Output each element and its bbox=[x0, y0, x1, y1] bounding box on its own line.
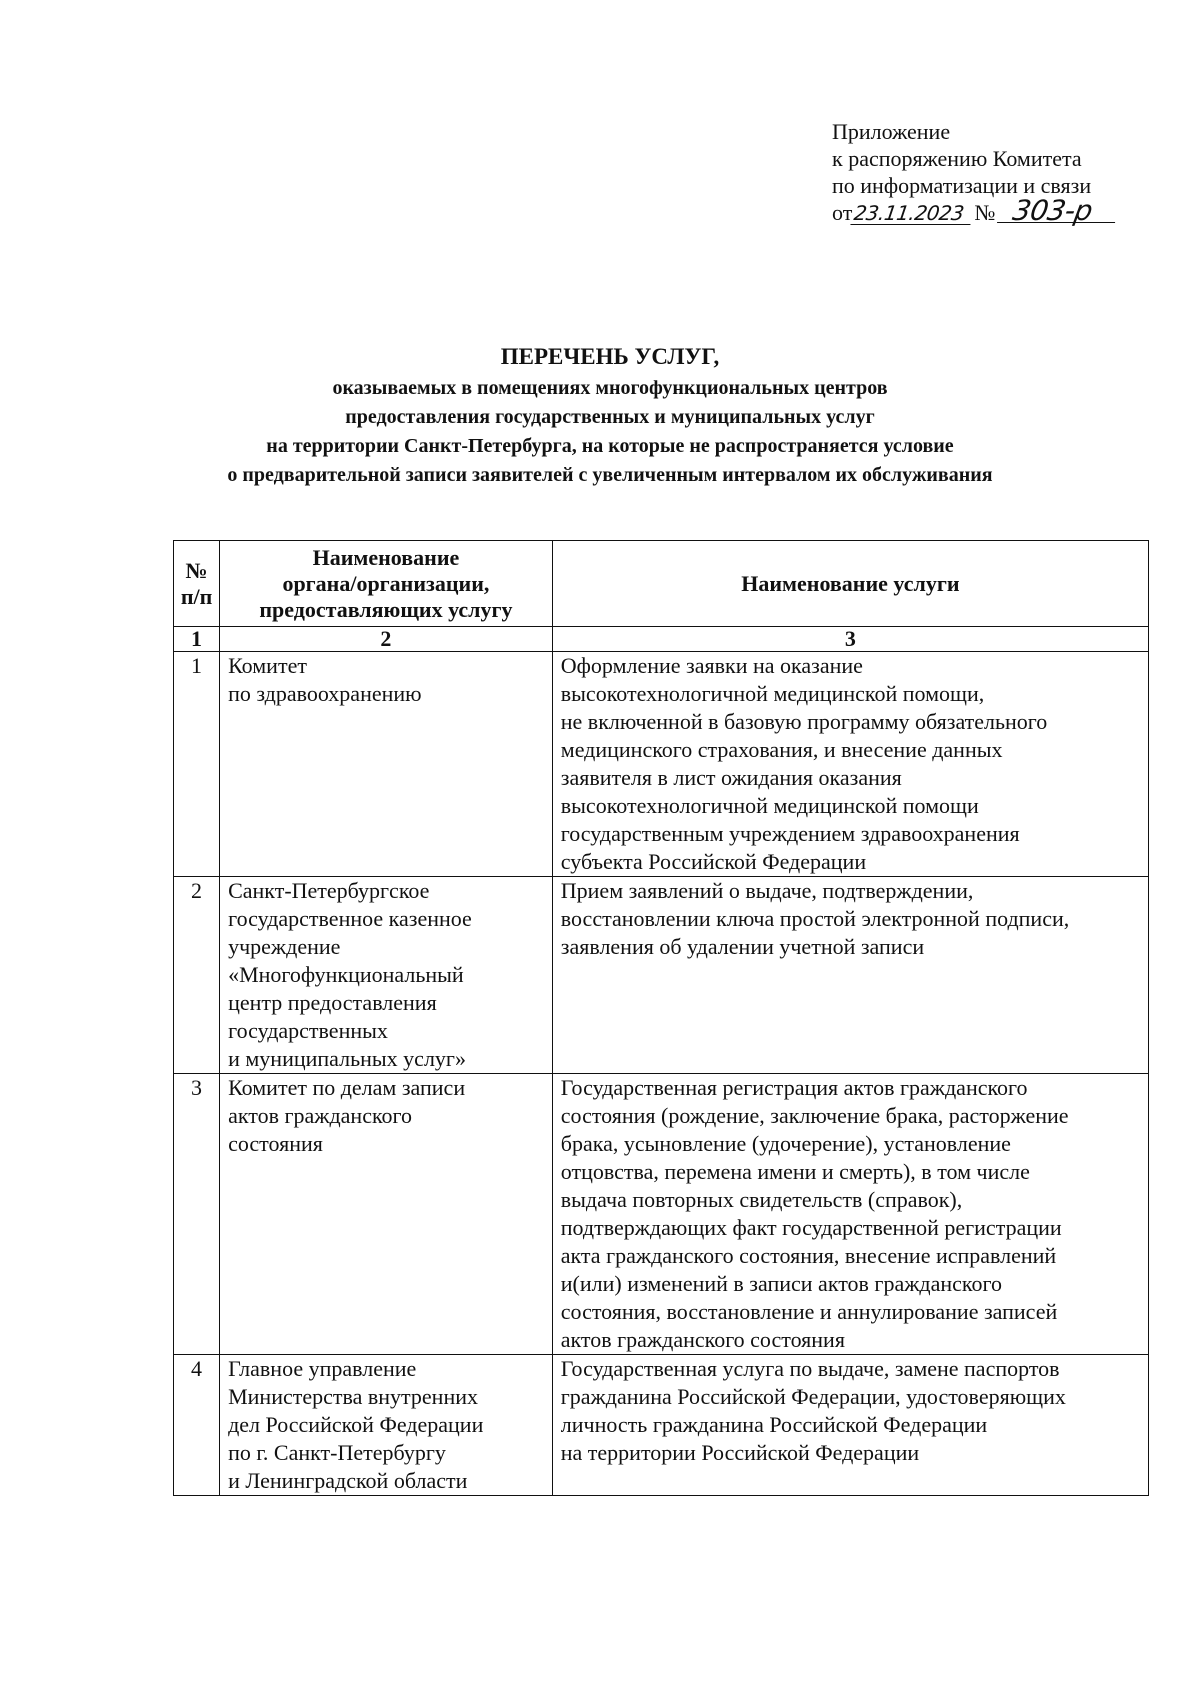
header-organization: Наименование органа/организации, предоставляющих услугу bbox=[220, 541, 553, 627]
appendix-date-number-line bbox=[832, 194, 1172, 227]
title-line-3: на территории Санкт-Петербурга, на которые не распространяется условие bbox=[266, 435, 954, 457]
handwritten-number: 303-р bbox=[997, 200, 1119, 223]
from-prefix: от bbox=[832, 200, 853, 225]
row-organization: Комитет по делам записи актов гражданского состояния bbox=[220, 1074, 553, 1355]
row-number: 1 bbox=[174, 652, 220, 877]
column-number-2: 2 bbox=[220, 627, 553, 652]
document-title bbox=[150, 342, 1070, 490]
title-main: ПЕРЕЧЕНЬ УСЛУГ, bbox=[500, 344, 720, 369]
row-number: 2 bbox=[174, 877, 220, 1074]
appendix-line-1: Приложение bbox=[832, 119, 951, 144]
row-organization: Комитет по здравоохранению bbox=[220, 652, 553, 877]
row-service: Государственная услуга по выдаче, замене паспортов гражданина Российской Федерации, удостоверяющих личность гражданина Российской Федерации на территории Российской Федерации bbox=[552, 1355, 1148, 1496]
title-line-1: оказываемых в помещениях многофункциональных центров bbox=[332, 377, 888, 399]
number-sign: № bbox=[974, 200, 996, 225]
column-number-3: 3 bbox=[552, 627, 1148, 652]
header-number: № п/п bbox=[174, 541, 220, 627]
table-row bbox=[174, 652, 1149, 877]
column-number-row bbox=[174, 627, 1149, 652]
appendix-line-2: к распоряжению Комитета bbox=[832, 146, 1082, 171]
row-organization: Главное управление Министерства внутренних дел Российской Федерации по г. Санкт-Петербургу и Ленинградской области bbox=[220, 1355, 553, 1496]
table-row bbox=[174, 1074, 1149, 1355]
handwritten-date: 23.11.2023 bbox=[851, 202, 974, 225]
appendix-line-3: по информатизации и связи bbox=[832, 173, 1092, 198]
appendix-header bbox=[832, 118, 1172, 226]
table-row bbox=[174, 1355, 1149, 1496]
table-row bbox=[174, 877, 1149, 1074]
row-organization: Санкт-Петербургское государственное казенное учреждение «Многофункциональный центр предоставления государственных и муниципальных услуг» bbox=[220, 877, 553, 1074]
row-service: Прием заявлений о выдаче, подтверждении, восстановлении ключа простой электронной подписи, заявления об удалении учетной записи bbox=[552, 877, 1148, 1074]
title-line-4: о предварительной записи заявителей с увеличенным интервалом их обслуживания bbox=[227, 464, 993, 486]
services-table bbox=[173, 540, 1149, 1496]
column-number-1: 1 bbox=[174, 627, 220, 652]
title-line-2: предоставления государственных и муниципальных услуг bbox=[345, 406, 875, 428]
row-service: Оформление заявки на оказание высокотехнологичной медицинской помощи, не включенной в базовую программу обязательного медицинского страхования, и внесение данных заявителя в лист ожидания оказания высокотехнологичной медицинской помощи государственным учреждением здравоохранения субъекта Российской Федерации bbox=[552, 652, 1148, 877]
row-service: Государственная регистрация актов гражданского состояния (рождение, заключение брака, расторжение брака, усыновление (удочерение), установление отцовства, перемена имени и смерть), в том числе выдача повторных свидетельств (справок), подтверждающих факт государственной регистрации акта гражданского состояния, внесение исправлений и(или) изменений в записи актов гражданского состояния, восстановление и аннулирование записей актов гражданского состояния bbox=[552, 1074, 1148, 1355]
row-number: 4 bbox=[174, 1355, 220, 1496]
row-number: 3 bbox=[174, 1074, 220, 1355]
table-header-row bbox=[174, 541, 1149, 627]
header-service: Наименование услуги bbox=[552, 541, 1148, 627]
